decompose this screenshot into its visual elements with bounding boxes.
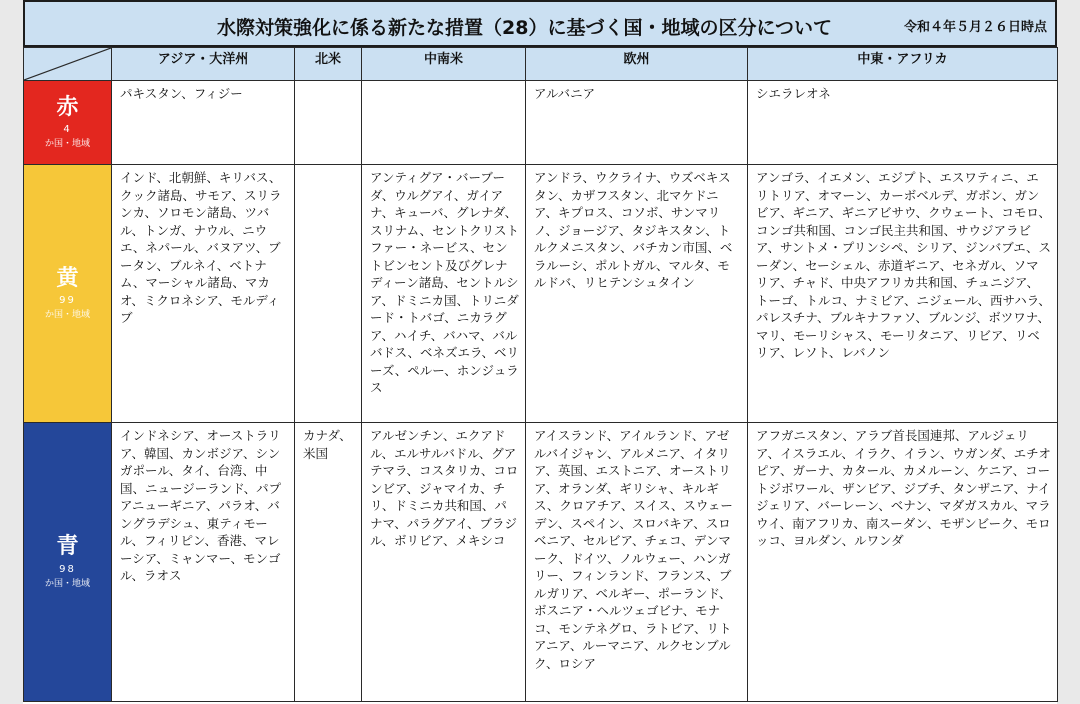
- category-count: 98: [59, 563, 76, 575]
- table-cell: アンゴラ、イエメン、エジプト、エスワティニ、エリトリア、オマーン、カーボベルデ、ガボン、ガンビア、ギニア、ギニアビサウ、クウェート、コモロ、コンゴ共和国、コンゴ民主共和国、サウジアラビア、サントメ・プリンシペ、シリア、ジンバブエ、スーダン、セーシェル、赤道ギニア、セネガル、ソマリア、チャド、中央アフリカ共和国、チュニジア、トーゴ、トルコ、ナミビア、ニジェール、西サハラ、パレスチナ、ブルキナファソ、ブルンジ、ボツワナ、マリ、モーリシャス、モーリタニア、リビア、リベリア、レソト、レバノン: [748, 165, 1058, 423]
- category-count: 4: [63, 124, 72, 136]
- table-cell: インド、北朝鮮、キリバス、クック諸島、サモア、スリランカ、ソロモン諸島、ツバル、トンガ、ナウル、ニウエ、ネパール、バヌアツ、ブータン、ブルネイ、ベトナム、マーシャル諸島、マカオ、ミクロネシア、モルディブ: [112, 165, 295, 423]
- category-yellow: [24, 165, 112, 423]
- title-bar: [23, 0, 1057, 47]
- table-row-yellow: [24, 165, 1058, 423]
- category-count: 99: [59, 295, 76, 307]
- category-unit: か国・地域: [44, 310, 90, 321]
- category-unit: か国・地域: [44, 578, 90, 589]
- document-sheet: [23, 0, 1057, 704]
- table-cell: シエラレオネ: [748, 81, 1058, 165]
- table-cell: [362, 81, 526, 165]
- category-label: 黄: [56, 265, 79, 291]
- table-row-red: [24, 81, 1058, 165]
- header-row: [24, 48, 1058, 81]
- table-cell: カナダ、米国: [295, 423, 362, 702]
- table-cell: [295, 165, 362, 423]
- category-blue: [24, 423, 112, 702]
- category-red: [24, 81, 112, 165]
- table-cell: アルバニア: [526, 81, 748, 165]
- as-of-date: 令和４年５月２６日時点: [903, 20, 1047, 35]
- document-title: 水際対策強化に係る新たな措置（28）に基づく国・地域の区分について: [217, 17, 833, 39]
- corner-cell: [24, 48, 112, 81]
- column-header-north-america: 北米: [295, 48, 362, 81]
- table-cell: アイスランド、アイルランド、アゼルバイジャン、アルメニア、イタリア、英国、エストニア、オーストリア、オランダ、ギリシャ、キルギス、クロアチア、スイス、スウェーデン、スペイン、スロバキア、スロベニア、セルビア、チェコ、デンマーク、ドイツ、ノルウェー、ハンガリー、フィンランド、フランス、ブルガリア、ベルギー、ポーランド、ボスニア・ヘルツェゴビナ、モナコ、モンテネグロ、ラトビア、リトアニア、ルーマニア、ルクセンブルク、ロシア: [526, 423, 748, 702]
- column-header-europe: 欧州: [526, 48, 748, 81]
- category-label: 赤: [56, 94, 79, 120]
- table-cell: アルゼンチン、エクアドル、エルサルバドル、グアテマラ、コスタリカ、コロンビア、ジャマイカ、チリ、ドミニカ共和国、パナマ、パラグアイ、ブラジル、ボリビア、メキシコ: [362, 423, 526, 702]
- classification-table: [23, 47, 1058, 702]
- table-cell: アンドラ、ウクライナ、ウズベキスタン、カザフスタン、北マケドニア、キプロス、コソボ、サンマリノ、ジョージア、タジキスタン、トルクメニスタン、バチカン市国、ベラルーシ、ポルトガル、マルタ、モルドバ、リヒテンシュタイン: [526, 165, 748, 423]
- column-header-latin-america: 中南米: [362, 48, 526, 81]
- category-label: 青: [56, 534, 79, 560]
- column-header-asia-oceania: アジア・大洋州: [112, 48, 295, 81]
- table-cell: [295, 81, 362, 165]
- table-cell: インドネシア、オーストラリア、韓国、カンボジア、シンガポール、タイ、台湾、中国、ニュージーランド、パプアニューギニア、パラオ、バングラデシュ、東ティモール、フィリピン、香港、マレーシア、ミャンマー、モンゴル、ラオス: [112, 423, 295, 702]
- category-unit: か国・地域: [44, 139, 90, 150]
- table-cell: アンティグア・バーブーダ、ウルグアイ、ガイアナ、キューバ、グレナダ、スリナム、セントクリストファー・ネービス、セントビンセント及びグレナディーン諸島、セントルシア、ドミニカ国、トリニダード・トバゴ、ニカラグア、ハイチ、バハマ、バルバドス、ベネズエラ、ベリーズ、ペルー、ホンジュラス: [362, 165, 526, 423]
- corner-diagonal: [24, 48, 111, 80]
- table-cell: パキスタン、フィジー: [112, 81, 295, 165]
- column-header-middle-east-africa: 中東・アフリカ: [748, 48, 1058, 81]
- table-row-blue: [24, 423, 1058, 702]
- table-cell: アフガニスタン、アラブ首長国連邦、アルジェリア、イスラエル、イラク、イラン、ウガンダ、エチオピア、ガーナ、カタール、カメルーン、ケニア、コートジボワール、ザンビア、ジブチ、タンザニア、ナイジェリア、バーレーン、ベナン、マダガスカル、マラウイ、南アフリカ、南スーダン、モザンビーク、モロッコ、ヨルダン、ルワンダ: [748, 423, 1058, 702]
